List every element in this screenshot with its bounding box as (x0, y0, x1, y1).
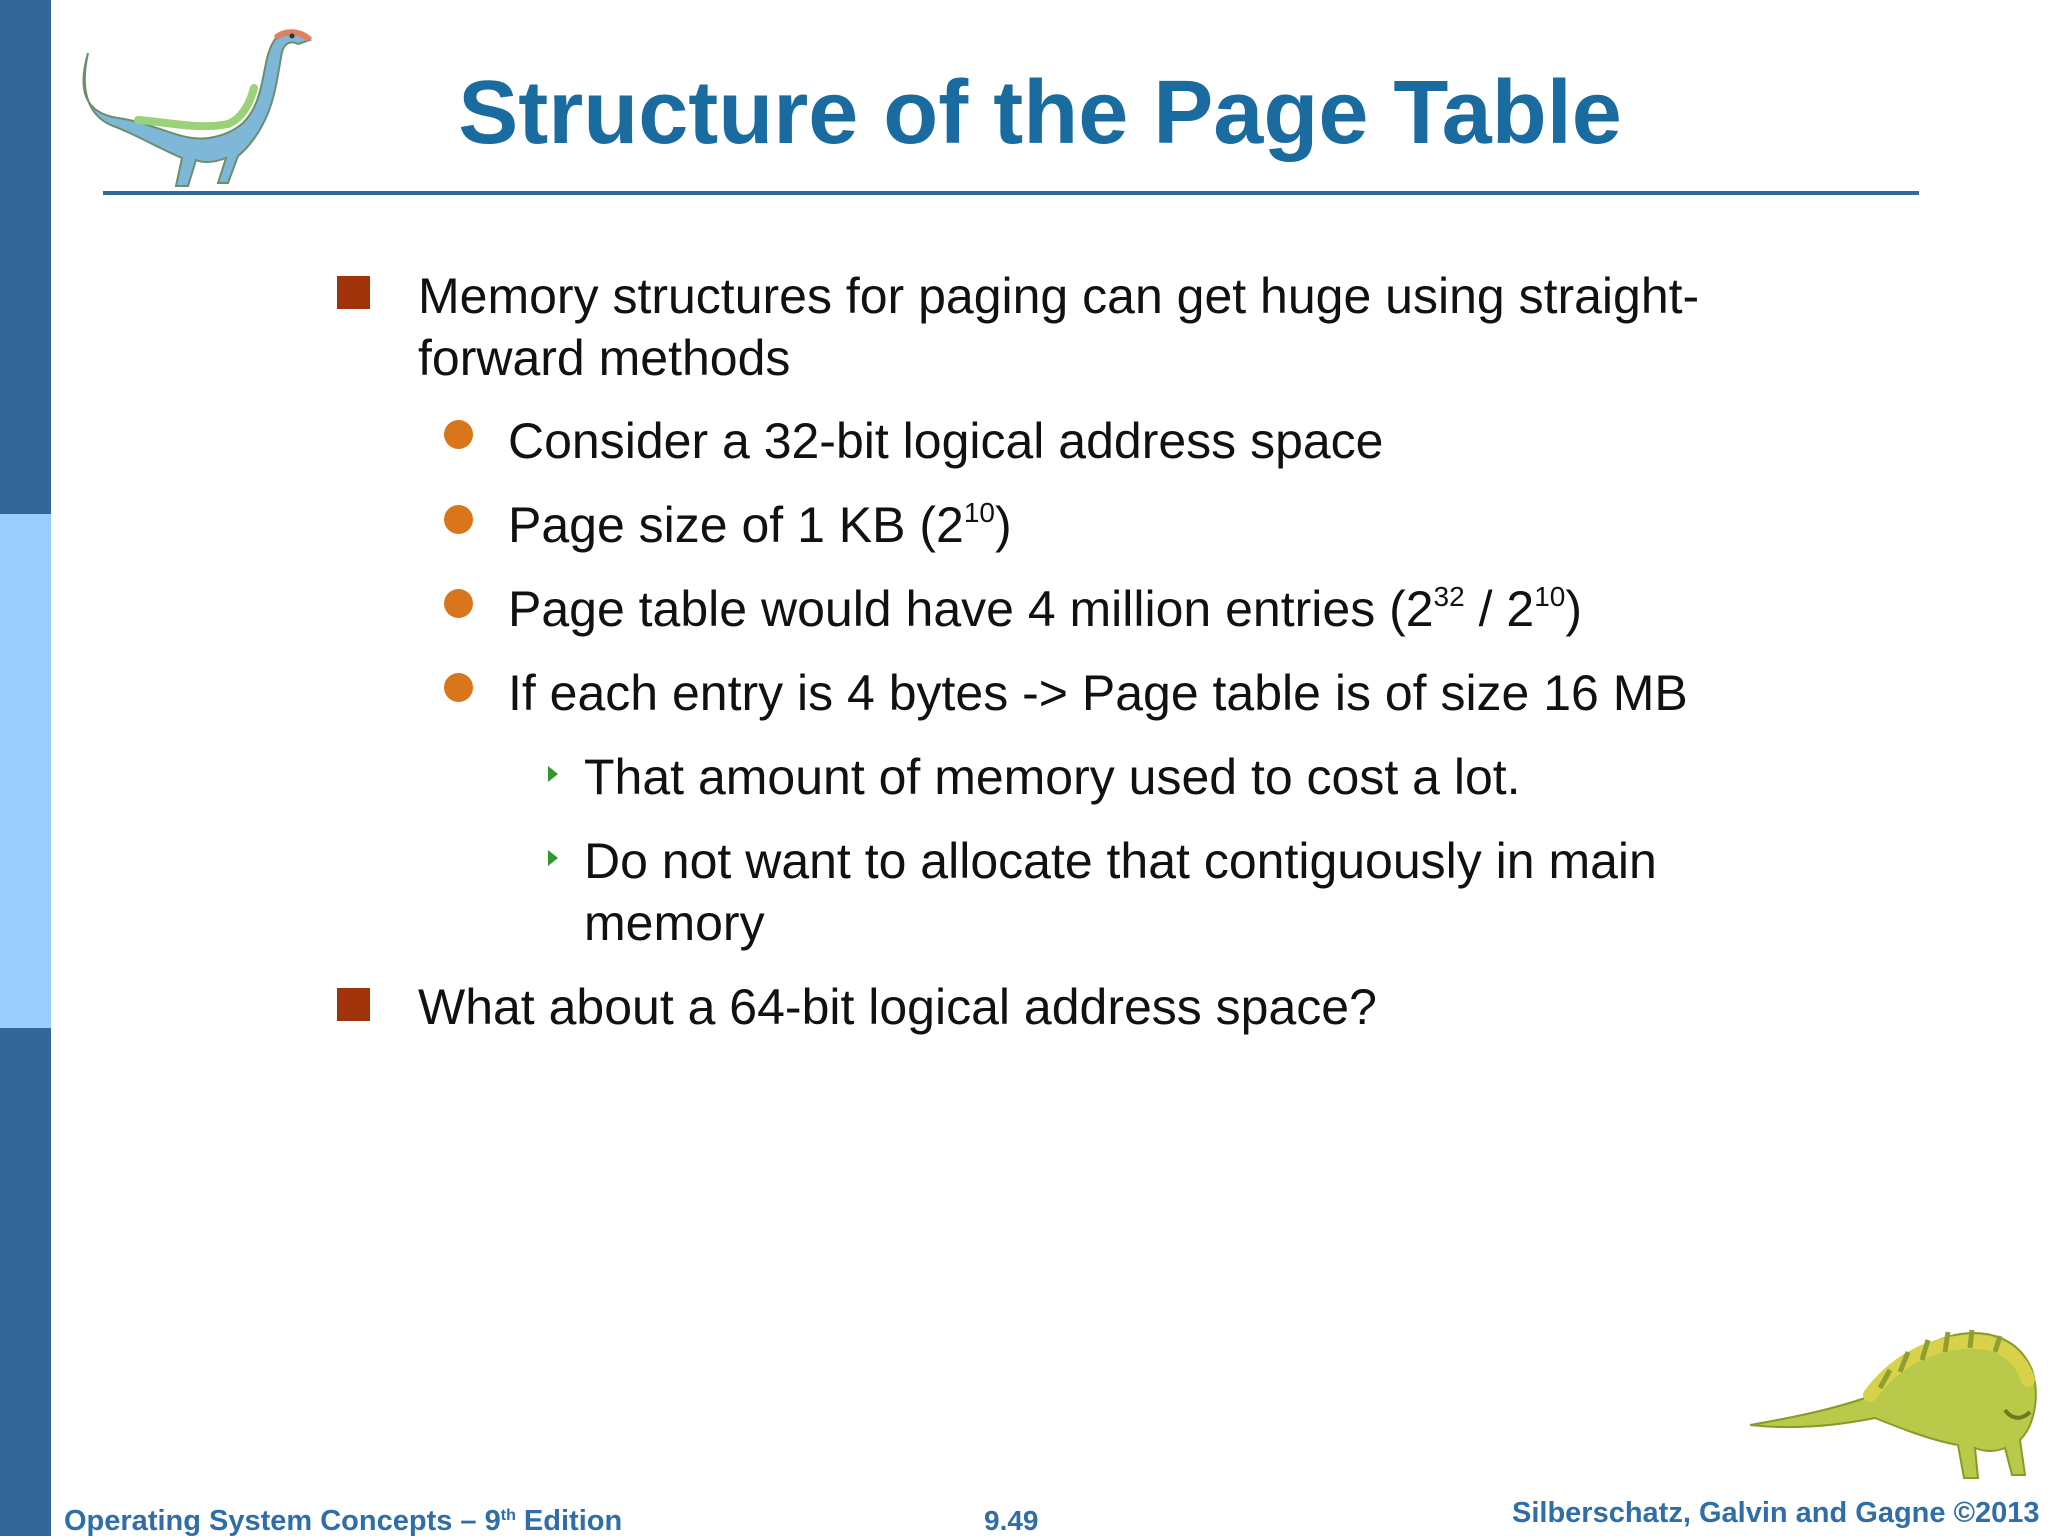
sidebar-band-top (0, 0, 51, 514)
round-bullet-icon (444, 589, 473, 618)
sub-sub-bullet-text: That amount of memory used to cost a lot. (584, 749, 1521, 805)
sidebar-band-middle (0, 514, 51, 1028)
bullet-text-continuation: forward methods (418, 330, 791, 386)
sub-sub-bullet-text: Do not want to allocate that contiguously in main (584, 833, 1657, 889)
arrow-bullet-icon (548, 766, 558, 782)
bullet-text: Memory structures for paging can get huge using straight- (418, 268, 1700, 324)
round-bullet-icon (444, 673, 473, 702)
title-divider (103, 191, 1919, 195)
sidebar-band (0, 0, 51, 1536)
sub-bullet-text: Page size of 1 KB $(2^{10})$ (508, 497, 1012, 553)
dinosaur-icon (1750, 1300, 2040, 1485)
sidebar-band-bottom (0, 1028, 51, 1536)
bullet-text: What about a 64-bit logical address space? (418, 979, 1377, 1035)
square-bullet-icon (337, 276, 370, 309)
footer-book-title: Operating System Concepts – 9th Edition (64, 1505, 623, 1537)
square-bullet-icon (337, 988, 370, 1021)
page-title: Structure of the Page Table (458, 63, 1622, 163)
arrow-bullet-icon (548, 850, 558, 866)
dinosaur-icon (78, 18, 318, 190)
sub-bullet-text: If each entry is 4 bytes -> Page table is of size 16 MB (508, 665, 1688, 721)
sub-bullet-text: Consider a 32-bit logical address space (508, 413, 1384, 469)
sub-bullet-text: Page table would have 4 million entries $(2^{32} / 2^{10})$ (508, 581, 1582, 637)
round-bullet-icon (444, 420, 473, 449)
sub-sub-bullet-text-continuation: memory (584, 895, 765, 951)
footer-page-number: 9.49 (984, 1505, 1039, 1536)
footer-authors: Silberschatz, Galvin and Gagne ©2013 (1512, 1497, 2040, 1529)
round-bullet-icon (444, 505, 473, 534)
